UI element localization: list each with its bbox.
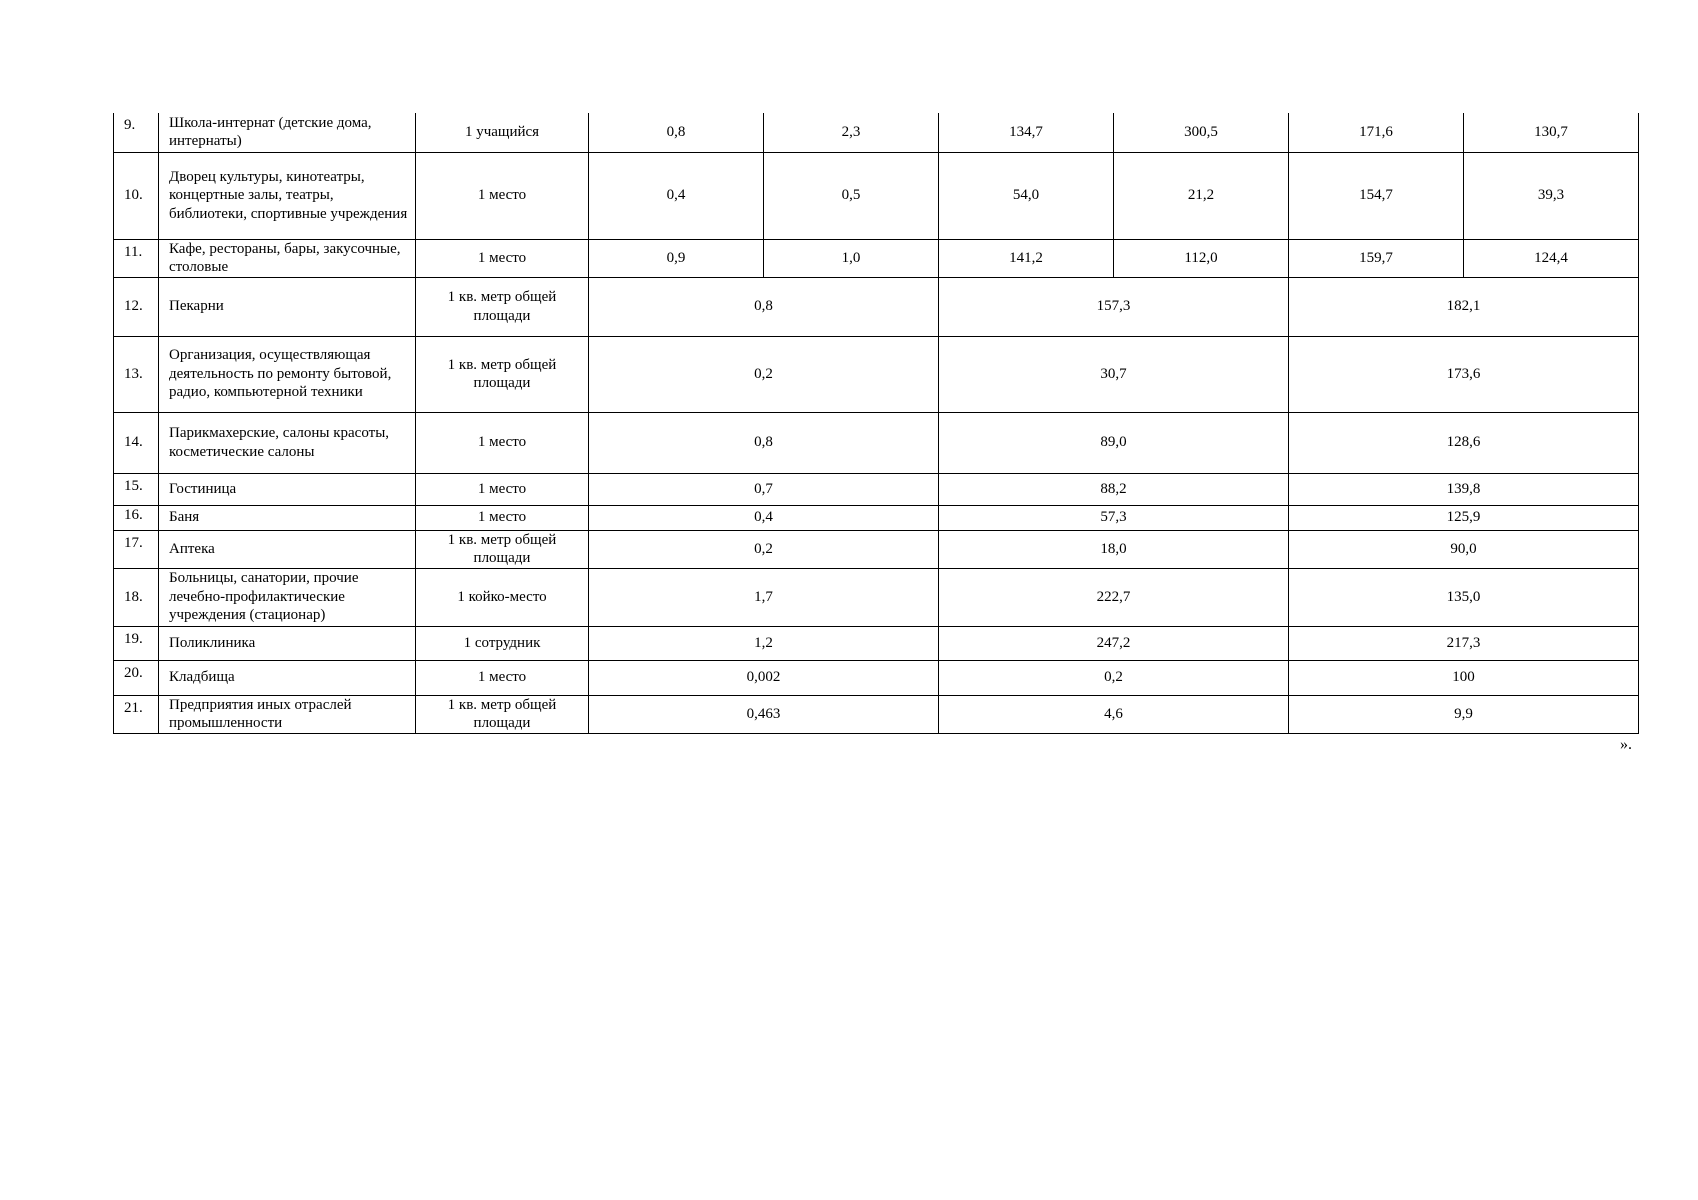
value-cell: 0,7 — [589, 473, 939, 505]
unit-cell: 1 койко-место — [416, 568, 589, 626]
object-name: Кафе, рестораны, бары, закусочные, столовые — [159, 239, 416, 277]
row-number — [114, 277, 159, 336]
value-cell: 130,7 — [1464, 113, 1639, 152]
object-name: Парикмахерские, салоны красоты, косметические салоны — [159, 412, 416, 473]
value-cell: 157,3 — [939, 277, 1289, 336]
value-cell: 154,7 — [1289, 152, 1464, 239]
table-row — [114, 239, 1639, 277]
table-row — [114, 568, 1639, 626]
value-cell: 0,2 — [939, 660, 1289, 695]
table-row — [114, 277, 1639, 336]
value-cell: 159,7 — [1289, 239, 1464, 277]
value-cell: 0,5 — [764, 152, 939, 239]
value-cell: 222,7 — [939, 568, 1289, 626]
unit-cell: 1 кв. метр общей площади — [416, 277, 589, 336]
value-cell: 1,0 — [764, 239, 939, 277]
value-cell: 0,463 — [589, 695, 939, 733]
value-cell: 124,4 — [1464, 239, 1639, 277]
table-row — [114, 660, 1639, 695]
value-cell: 173,6 — [1289, 336, 1639, 412]
row-number: 21. — [114, 695, 159, 733]
value-cell: 0,9 — [589, 239, 764, 277]
table-row — [114, 412, 1639, 473]
row-number-text: 12. — [124, 298, 143, 315]
table-row — [114, 695, 1639, 733]
value-cell: 90,0 — [1289, 530, 1639, 568]
value-cell: 0,8 — [589, 113, 764, 152]
value-cell: 128,6 — [1289, 412, 1639, 473]
value-cell: 9,9 — [1289, 695, 1639, 733]
value-cell: 30,7 — [939, 336, 1289, 412]
norms-table — [113, 113, 1639, 734]
value-cell: 1,7 — [589, 568, 939, 626]
value-cell: 0,4 — [589, 505, 939, 530]
value-cell: 88,2 — [939, 473, 1289, 505]
value-cell: 4,6 — [939, 695, 1289, 733]
value-cell: 39,3 — [1464, 152, 1639, 239]
value-cell: 0,2 — [589, 530, 939, 568]
row-number-text: 18. — [124, 588, 143, 605]
value-cell: 125,9 — [1289, 505, 1639, 530]
unit-cell: 1 кв. метр общей площади — [416, 530, 589, 568]
unit-cell: 1 место — [416, 152, 589, 239]
unit-cell: 1 место — [416, 505, 589, 530]
value-cell: 0,002 — [589, 660, 939, 695]
unit-cell: 1 место — [416, 239, 589, 277]
value-cell: 18,0 — [939, 530, 1289, 568]
value-cell: 182,1 — [1289, 277, 1639, 336]
row-number: 20. — [114, 660, 159, 695]
object-name: Гостиница — [159, 473, 416, 505]
value-cell: 2,3 — [764, 113, 939, 152]
table-row — [114, 505, 1639, 530]
value-cell: 100 — [1289, 660, 1639, 695]
unit-cell: 1 сотрудник — [416, 626, 589, 660]
row-number-text: 13. — [124, 365, 143, 382]
value-cell: 300,5 — [1114, 113, 1289, 152]
table-row — [114, 626, 1639, 660]
unit-cell: 1 место — [416, 660, 589, 695]
value-cell: 0,2 — [589, 336, 939, 412]
object-name: Дворец культуры, кинотеатры, концертные залы, театры, библиотеки, спортивные учреждения — [159, 152, 416, 239]
object-name: Организация, осуществляющая деятельность по ремонту бытовой, радио, компьютерной техники — [159, 336, 416, 412]
value-cell: 141,2 — [939, 239, 1114, 277]
object-name: Больницы, санатории, прочие лечебно-профилактические учреждения (стационар) — [159, 568, 416, 626]
row-number: 11. — [114, 239, 159, 277]
unit-cell: 1 кв. метр общей площади — [416, 336, 589, 412]
value-cell: 139,8 — [1289, 473, 1639, 505]
table-row — [114, 473, 1639, 505]
object-name: Пекарни — [159, 277, 416, 336]
value-cell: 0,8 — [589, 277, 939, 336]
row-number: 19. — [114, 626, 159, 660]
row-number — [114, 336, 159, 412]
row-number: 15. — [114, 473, 159, 505]
unit-cell: 1 учащийся — [416, 113, 589, 152]
value-cell: 89,0 — [939, 412, 1289, 473]
value-cell: 134,7 — [939, 113, 1114, 152]
value-cell: 57,3 — [939, 505, 1289, 530]
table-row — [114, 530, 1639, 568]
value-cell: 0,4 — [589, 152, 764, 239]
value-cell: 247,2 — [939, 626, 1289, 660]
object-name: Предприятия иных отраслей промышленности — [159, 695, 416, 733]
value-cell: 21,2 — [1114, 152, 1289, 239]
closing-quote-mark: ». — [1620, 736, 1632, 753]
table-row — [114, 336, 1639, 412]
value-cell: 1,2 — [589, 626, 939, 660]
object-name: Кладбища — [159, 660, 416, 695]
unit-cell: 1 место — [416, 473, 589, 505]
value-cell: 217,3 — [1289, 626, 1639, 660]
row-number: 16. — [114, 505, 159, 530]
value-cell: 0,8 — [589, 412, 939, 473]
value-cell: 112,0 — [1114, 239, 1289, 277]
table-row — [114, 152, 1639, 239]
object-name: Школа-интернат (детские дома, интернаты) — [159, 113, 416, 152]
row-number: 17. — [114, 530, 159, 568]
row-number — [114, 152, 159, 239]
row-number-text: 14. — [124, 434, 143, 451]
object-name: Поликлиника — [159, 626, 416, 660]
row-number-text: 10. — [124, 187, 143, 204]
value-cell: 135,0 — [1289, 568, 1639, 626]
row-number: 9. — [114, 113, 159, 152]
row-number — [114, 568, 159, 626]
value-cell: 171,6 — [1289, 113, 1464, 152]
unit-cell: 1 место — [416, 412, 589, 473]
object-name: Баня — [159, 505, 416, 530]
table-row — [114, 113, 1639, 152]
object-name: Аптека — [159, 530, 416, 568]
unit-cell: 1 кв. метр общей площади — [416, 695, 589, 733]
row-number — [114, 412, 159, 473]
value-cell: 54,0 — [939, 152, 1114, 239]
